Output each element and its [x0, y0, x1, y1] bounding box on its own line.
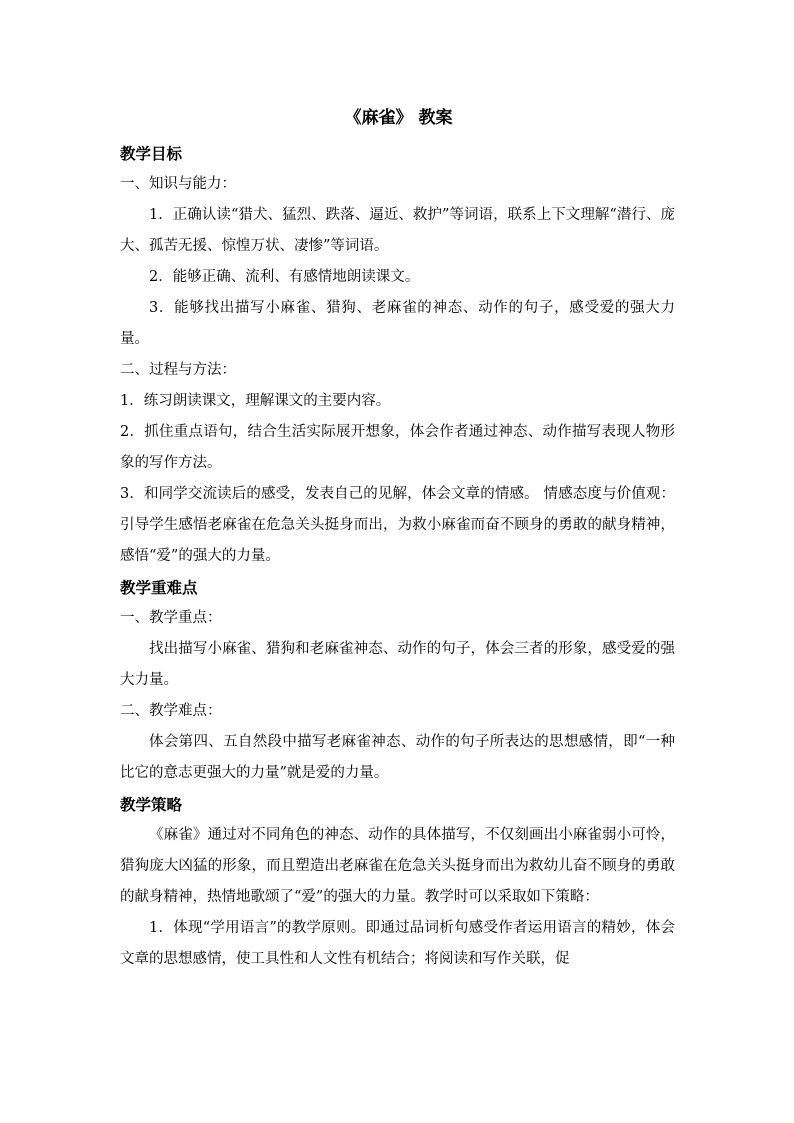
- section-strategy: [120, 789, 675, 975]
- section-heading-key-points: 教学重难点: [120, 578, 198, 597]
- subheading-knowledge-ability: 一、知识与能力：: [120, 176, 236, 192]
- process-item-1: 1．练习朗读课文，理解课文的主要内容。: [120, 393, 391, 409]
- section-heading-objectives: 教学目标: [120, 144, 183, 163]
- knowledge-item-2: 2．能够正确、流利、有感情地朗读课文。: [149, 269, 420, 285]
- strategy-intro: 《麻雀》通过对不同角色的神态、动作的具体描写，不仅刻画出小麻雀弱小可怜，猎狗庞大凶猛的形象，而且塑造出老麻雀在危急关头挺身而出为救幼儿奋不顾身的勇敢的献身精神，热情地歌颂了“爱”的强大的力量。教学时可以采取如下策略：: [120, 827, 675, 905]
- section-key-points: [120, 572, 675, 789]
- subheading-teaching-difficulty: 二、教学难点：: [120, 703, 222, 719]
- process-item-2: 2．抓住重点语句，结合生活实际展开想象，体会作者通过神态、动作描写表现人物形象的写作方法。: [120, 424, 675, 471]
- teaching-focus-text: 找出描写小麻雀、猎狗和老麻雀神态、动作的句子，体会三者的形象，感受爱的强大力量。: [120, 641, 675, 688]
- subheading-teaching-focus: 一、教学重点：: [120, 610, 222, 626]
- process-item-3: 3．和同学交流读后的感受，发表自己的见解，体会文章的情感。 情感态度与价值观： 引导学生感悟老麻雀在危急关头挺身而出，为救小麻雀而奋不顾身的勇敢的献身精神，感悟“爱”的强大的力量。: [120, 486, 675, 564]
- section-objectives: [120, 138, 675, 572]
- document-body: [120, 98, 675, 975]
- knowledge-item-1: 1．正确认读“猎犬、猛烈、跌落、逼近、救护”等词语，联系上下文理解“潜行、庞大、孤苦无援、惊惶万状、凄惨”等词语。: [120, 207, 675, 254]
- subheading-process-method: 二、过程与方法：: [120, 362, 236, 378]
- strategy-item-1: 1．体现“学用语言”的教学原则。即通过品词析句感受作者运用语言的精妙，体会文章的思想感情，使工具性和人文性有机结合；将阅读和写作关联，促: [120, 920, 675, 967]
- knowledge-item-3: 3．能够找出描写小麻雀、猎狗、老麻雀的神态、动作的句子，感受爱的强大力量。: [120, 300, 675, 347]
- section-heading-strategy: 教学策略: [120, 795, 183, 814]
- document-title: 《麻雀》 教案: [344, 108, 453, 128]
- teaching-difficulty-text: 体会第四、五自然段中描写老麻雀神态、动作的句子所表达的思想感情，即“一种比它的意志更强大的力量”就是爱的力量。: [120, 734, 675, 781]
